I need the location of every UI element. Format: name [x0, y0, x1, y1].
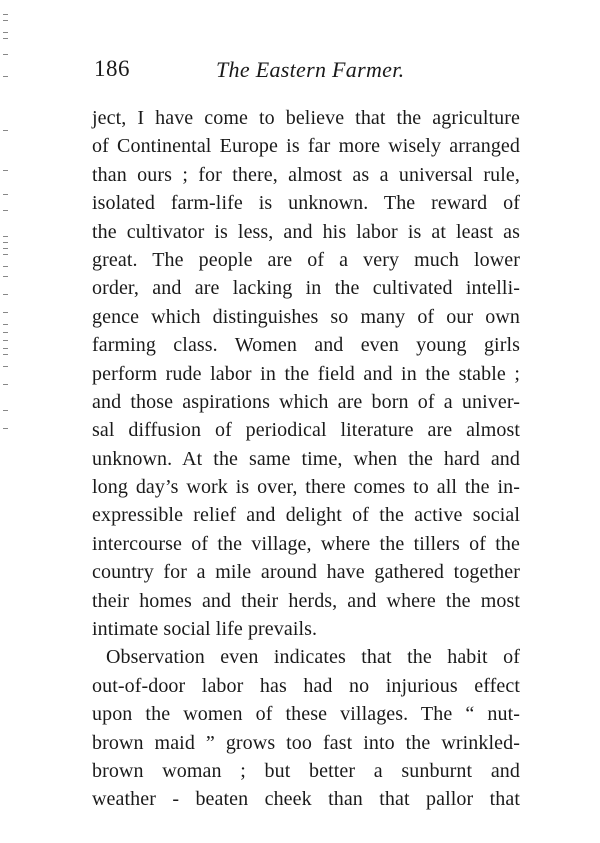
text-line: ject, I have come to believe that the agriculture — [92, 107, 520, 129]
text-line: unknown. At the same time, when the hard and — [92, 447, 520, 470]
scan-mark — [3, 384, 8, 385]
text-line: order, and are lacking in the cultivated intelli- — [92, 277, 520, 300]
scan-mark — [3, 354, 8, 355]
text-line: weather - beaten cheek than that pallor that — [92, 788, 520, 811]
scan-mark — [3, 14, 8, 15]
scan-mark — [3, 366, 8, 367]
paragraph-end-line: intimate social life prevails. — [92, 618, 318, 641]
text-line: great. The people are of a very much lower — [92, 248, 520, 271]
scan-mark — [3, 236, 8, 237]
scan-mark — [3, 242, 8, 243]
scan-mark — [3, 348, 8, 349]
text-line: the cultivator is less, and his labor is at least as — [92, 220, 520, 243]
text-line: gence which distinguishes so many of our own — [92, 305, 520, 328]
page-header — [94, 56, 514, 84]
scan-mark — [3, 340, 8, 341]
scan-mark — [3, 428, 8, 429]
text-line: and those aspirations which are born of a univer- — [92, 390, 520, 413]
text-line: perform rude labor in the field and in the stable ; — [92, 362, 520, 385]
scan-mark — [3, 170, 8, 171]
text-line: of Continental Europe is far more wisely arranged — [92, 135, 520, 158]
scan-mark — [3, 266, 8, 267]
text-line: intercourse of the village, where the tillers of the — [92, 532, 520, 555]
scan-mark — [3, 32, 8, 33]
scan-mark — [3, 54, 8, 55]
scan-mark — [3, 210, 8, 211]
scan-mark — [3, 324, 8, 325]
text-line: long day’s work is over, there comes to all the in- — [92, 476, 520, 499]
scan-mark — [3, 76, 8, 77]
text-line: their homes and their herds, and where the most — [92, 589, 520, 612]
text-line: than ours ; for there, almost as a universal rule, — [92, 163, 520, 186]
scan-mark — [3, 276, 8, 277]
scan-margin-marks — [3, 14, 9, 434]
body-text — [92, 104, 520, 814]
scan-mark — [3, 130, 8, 131]
text-line: out-of-door labor has had no injurious effect — [92, 674, 520, 697]
text-line: brown woman ; but better a sunburnt and — [92, 759, 520, 782]
text-line: country for a mile around have gathered together — [92, 561, 520, 584]
text-line: isolated farm-life is unknown. The reward of — [92, 192, 520, 215]
paragraph-start-line: Observation even indicates that the habit of — [106, 646, 520, 669]
text-line: brown maid ” grows too fast into the wrinkled- — [92, 731, 520, 754]
scan-mark — [3, 410, 8, 411]
scan-mark — [3, 194, 8, 195]
text-line: sal diffusion of periodical literature are almost — [92, 419, 520, 442]
scan-mark — [3, 294, 8, 295]
scan-mark — [3, 38, 8, 39]
text-line: upon the women of these villages. The “ nut- — [92, 703, 520, 726]
text-line: expressible relief and delight of the active social — [92, 504, 520, 527]
scan-mark — [3, 332, 8, 333]
text-line: farming class. Women and even young girls — [92, 334, 520, 357]
scan-mark — [3, 312, 8, 313]
page-number: 186 — [94, 56, 130, 81]
running-title: The Eastern Farmer. — [216, 57, 405, 82]
scan-mark — [3, 248, 8, 249]
scan-mark — [3, 254, 8, 255]
scan-mark — [3, 20, 8, 21]
